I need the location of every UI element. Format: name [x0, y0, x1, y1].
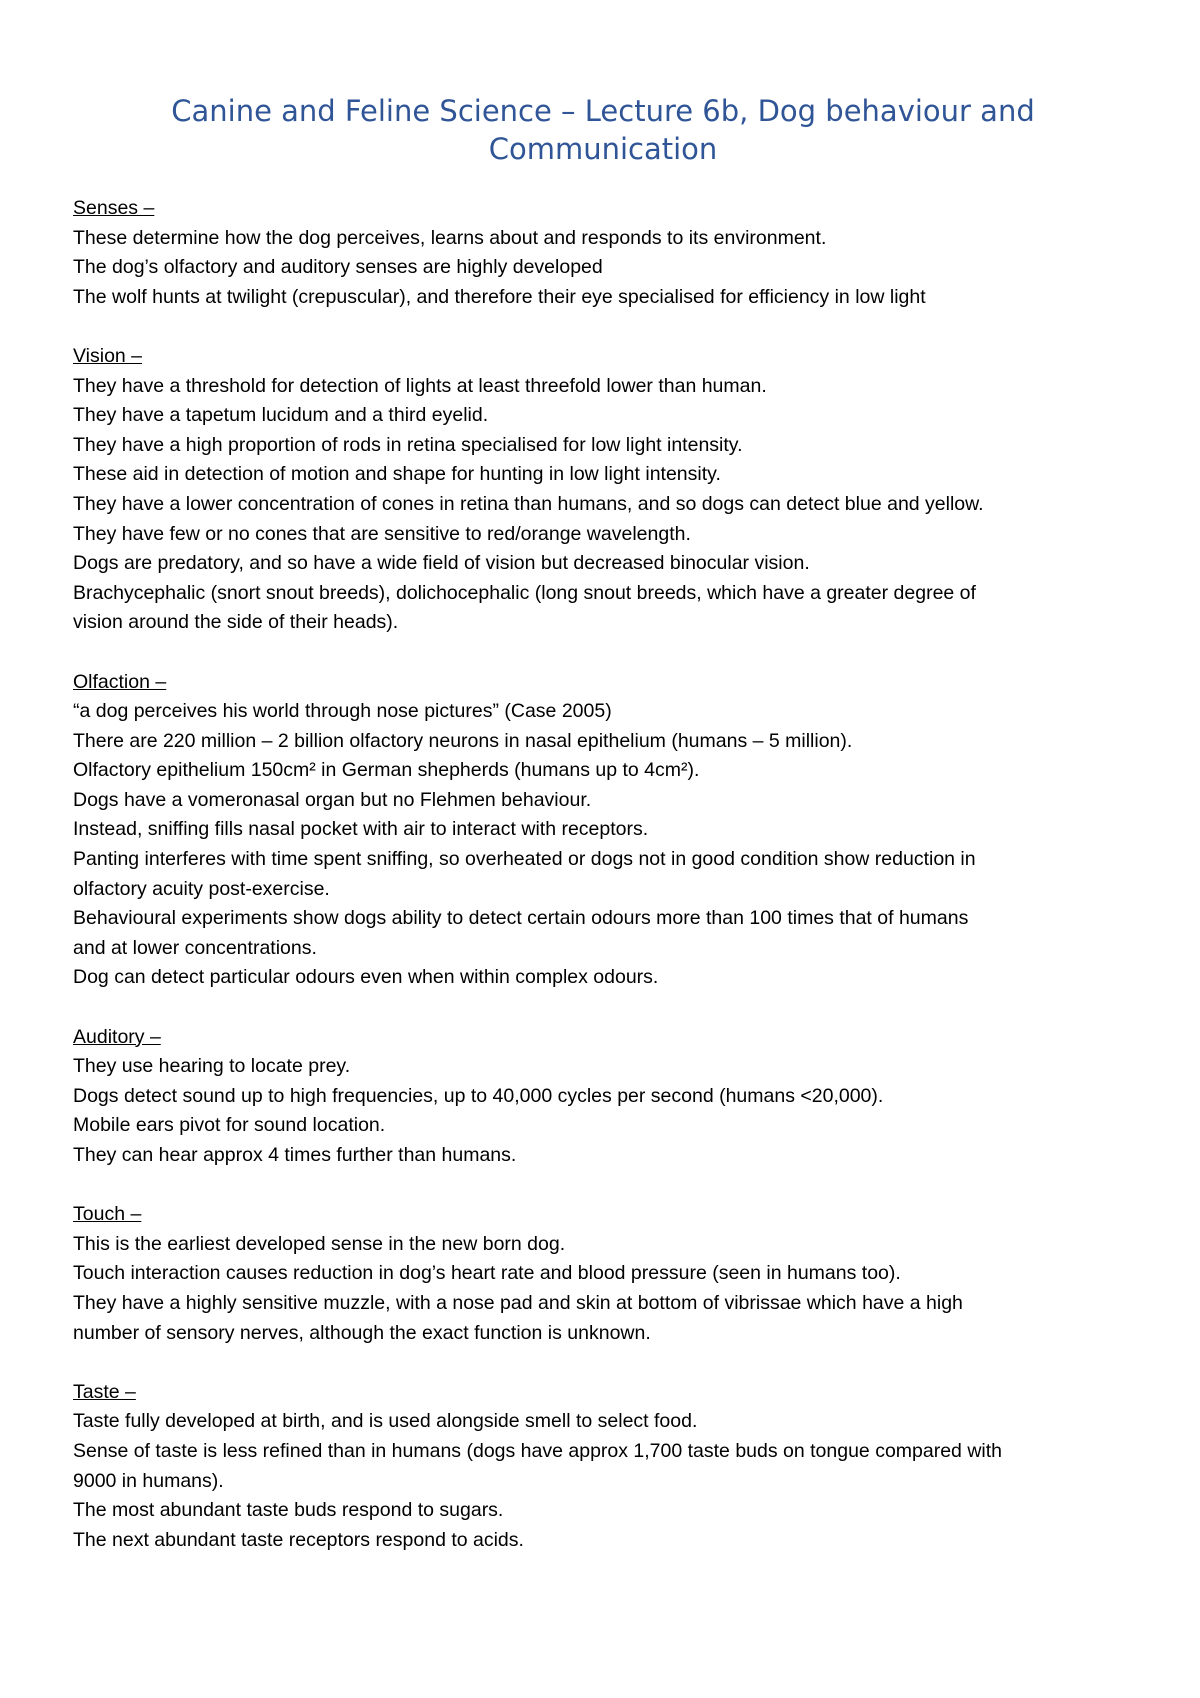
title-line-1: Canine and Feline Science – Lecture 6b, Dog behaviour and — [171, 94, 1035, 128]
body-text-line: Dogs have a vomeronasal organ but no Flehmen behaviour. — [73, 788, 592, 811]
section-heading: Auditory – — [73, 1025, 161, 1048]
section — [73, 1378, 1133, 1556]
body-text-line: Mobile ears pivot for sound location. — [73, 1114, 386, 1137]
section-heading: Touch – — [73, 1203, 142, 1226]
body-text-line: Sense of taste is less refined than in humans (dogs have approx 1,700 taste buds on tongue compared with — [73, 1439, 1003, 1462]
title-line-2: Communication — [488, 132, 718, 166]
body-text-line: They use hearing to locate prey. — [73, 1055, 351, 1078]
body-text-line: The most abundant taste buds respond to sugars. — [73, 1499, 504, 1522]
body-text-line: They have a lower concentration of cones in retina than humans, and so dogs can detect blue and yellow. — [73, 492, 984, 515]
body-text-line: There are 220 million – 2 billion olfactory neurons in nasal epithelium (humans – 5 million). — [73, 729, 853, 752]
section — [73, 1023, 1133, 1171]
body-text-line: They have a highly sensitive muzzle, with a nose pad and skin at bottom of vibrissae which have a high — [73, 1291, 963, 1314]
sections-container — [73, 194, 1133, 1555]
body-text-line: This is the earliest developed sense in the new born dog. — [73, 1232, 566, 1255]
section-heading: Olfaction – — [73, 670, 167, 693]
body-text-line: The wolf hunts at twilight (crepuscular), and therefore their eye specialised for efficiency in low light — [73, 285, 926, 308]
document-page — [73, 92, 1133, 1585]
body-text-line: Olfactory epithelium 150cm² in German shepherds (humans up to 4cm²). — [73, 759, 700, 782]
body-text-line: They have a high proportion of rods in retina specialised for low light intensity. — [73, 433, 743, 456]
body-text-line: Panting interferes with time spent sniffing, so overheated or dogs not in good condition show reduction in — [73, 848, 976, 871]
body-text-line: They can hear approx 4 times further than humans. — [73, 1144, 517, 1166]
section — [73, 668, 1133, 994]
section — [73, 1200, 1133, 1348]
body-text-line: Instead, sniffing fills nasal pocket with air to interact with receptors. — [73, 818, 649, 841]
body-text-line: Dog can detect particular odours even when within complex odours. — [73, 966, 659, 989]
body-text-line: These aid in detection of motion and shape for hunting in low light intensity. — [73, 463, 721, 486]
section-heading: Senses – — [73, 197, 155, 219]
body-text-line: Brachycephalic (snort snout breeds), dolichocephalic (long snout breeds, which have a greater degree of — [73, 581, 976, 604]
body-text-line: These determine how the dog perceives, learns about and responds to its environment. — [73, 226, 827, 249]
body-text-line: “a dog perceives his world through nose pictures” (Case 2005) — [73, 700, 612, 723]
body-text-line: Touch interaction causes reduction in dog’s heart rate and blood pressure (seen in humans too). — [73, 1262, 901, 1285]
body-text-line: They have few or no cones that are sensitive to red/orange wavelength. — [73, 522, 691, 545]
body-text-line: number of sensory nerves, although the exact function is unknown. — [73, 1321, 651, 1344]
body-text-line: The next abundant taste receptors respond to acids. — [73, 1528, 524, 1551]
body-text-line: Dogs detect sound up to high frequencies, up to 40,000 cycles per second (humans <20,000). — [73, 1084, 884, 1107]
body-text-line: Taste fully developed at birth, and is used alongside smell to select food. — [73, 1410, 698, 1433]
body-text-line: vision around the side of their heads). — [73, 611, 399, 634]
body-text-line: olfactory acuity post-exercise. — [73, 877, 330, 900]
section-heading: Taste – — [73, 1380, 136, 1403]
section-heading: Vision – — [73, 344, 143, 367]
section — [73, 342, 1133, 638]
body-text-line: They have a threshold for detection of lights at least threefold lower than human. — [73, 374, 767, 397]
body-text-line: Dogs are predatory, and so have a wide field of vision but decreased binocular vision. — [73, 552, 810, 575]
body-text-line: They have a tapetum lucidum and a third eyelid. — [73, 404, 489, 427]
body-text-line: Behavioural experiments show dogs ability to detect certain odours more than 100 times that of humans — [73, 907, 969, 930]
document-title — [73, 92, 1133, 168]
body-text-line: The dog’s olfactory and auditory senses are highly developed — [73, 256, 603, 279]
body-text-line: and at lower concentrations. — [73, 936, 317, 959]
body-text-line: 9000 in humans). — [73, 1469, 224, 1492]
section — [73, 194, 1133, 312]
